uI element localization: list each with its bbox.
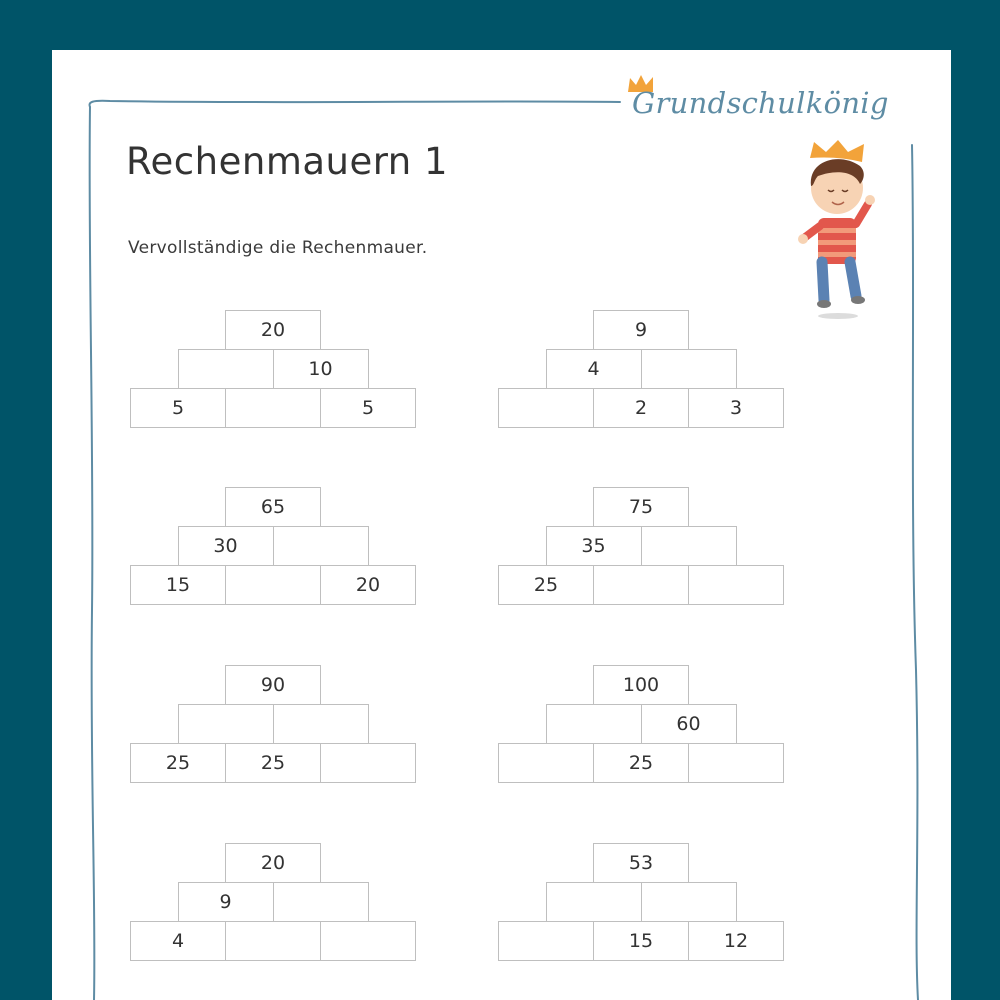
bottom-brick: 20 <box>320 565 416 605</box>
boy-with-crown-illustration <box>794 140 884 320</box>
bottom-brick: 15 <box>593 921 689 961</box>
number-wall-4 <box>498 487 786 605</box>
number-wall-2 <box>498 310 786 428</box>
bottom-brick: 5 <box>130 388 226 428</box>
bottom-brick: 25 <box>130 743 226 783</box>
bottom-brick: 4 <box>130 921 226 961</box>
bottom-brick: 25 <box>593 743 689 783</box>
bottom-brick[interactable] <box>225 565 321 605</box>
top-brick: 75 <box>593 487 689 527</box>
middle-brick: 10 <box>273 349 369 389</box>
bottom-brick: 15 <box>130 565 226 605</box>
bottom-brick: 3 <box>688 388 784 428</box>
brand-logo: Grundschulkönig <box>632 86 889 120</box>
bottom-brick: 5 <box>320 388 416 428</box>
top-brick: 53 <box>593 843 689 883</box>
middle-brick: 35 <box>546 526 642 566</box>
middle-brick[interactable] <box>273 882 369 922</box>
bottom-brick[interactable] <box>225 921 321 961</box>
middle-brick: 60 <box>641 704 737 744</box>
middle-brick: 9 <box>178 882 274 922</box>
middle-brick[interactable] <box>641 526 737 566</box>
bottom-brick: 12 <box>688 921 784 961</box>
middle-brick[interactable] <box>641 882 737 922</box>
top-brick: 90 <box>225 665 321 705</box>
middle-brick[interactable] <box>273 526 369 566</box>
number-wall-1 <box>130 310 418 428</box>
number-wall-3 <box>130 487 418 605</box>
number-wall-6 <box>498 665 786 783</box>
number-wall-8 <box>498 843 786 961</box>
bottom-brick: 25 <box>225 743 321 783</box>
bottom-brick[interactable] <box>225 388 321 428</box>
top-brick: 100 <box>593 665 689 705</box>
middle-brick[interactable] <box>178 704 274 744</box>
bottom-brick[interactable] <box>593 565 689 605</box>
worksheet-page <box>52 50 951 1000</box>
middle-brick[interactable] <box>273 704 369 744</box>
bottom-brick: 2 <box>593 388 689 428</box>
middle-brick[interactable] <box>546 704 642 744</box>
middle-brick[interactable] <box>641 349 737 389</box>
middle-brick[interactable] <box>546 882 642 922</box>
instruction-text: Vervollständige die Rechenmauer. <box>128 238 428 258</box>
middle-brick: 4 <box>546 349 642 389</box>
number-wall-7 <box>130 843 418 961</box>
top-brick: 65 <box>225 487 321 527</box>
middle-brick[interactable] <box>178 349 274 389</box>
bottom-brick[interactable] <box>688 565 784 605</box>
bottom-brick[interactable] <box>320 743 416 783</box>
bottom-brick[interactable] <box>320 921 416 961</box>
bottom-brick[interactable] <box>498 921 594 961</box>
bottom-brick[interactable] <box>688 743 784 783</box>
top-brick: 9 <box>593 310 689 350</box>
number-wall-5 <box>130 665 418 783</box>
page-title: Rechenmauern 1 <box>126 140 449 183</box>
bottom-brick[interactable] <box>498 743 594 783</box>
bottom-brick: 25 <box>498 565 594 605</box>
top-brick: 20 <box>225 843 321 883</box>
bottom-brick[interactable] <box>498 388 594 428</box>
middle-brick: 30 <box>178 526 274 566</box>
top-brick: 20 <box>225 310 321 350</box>
